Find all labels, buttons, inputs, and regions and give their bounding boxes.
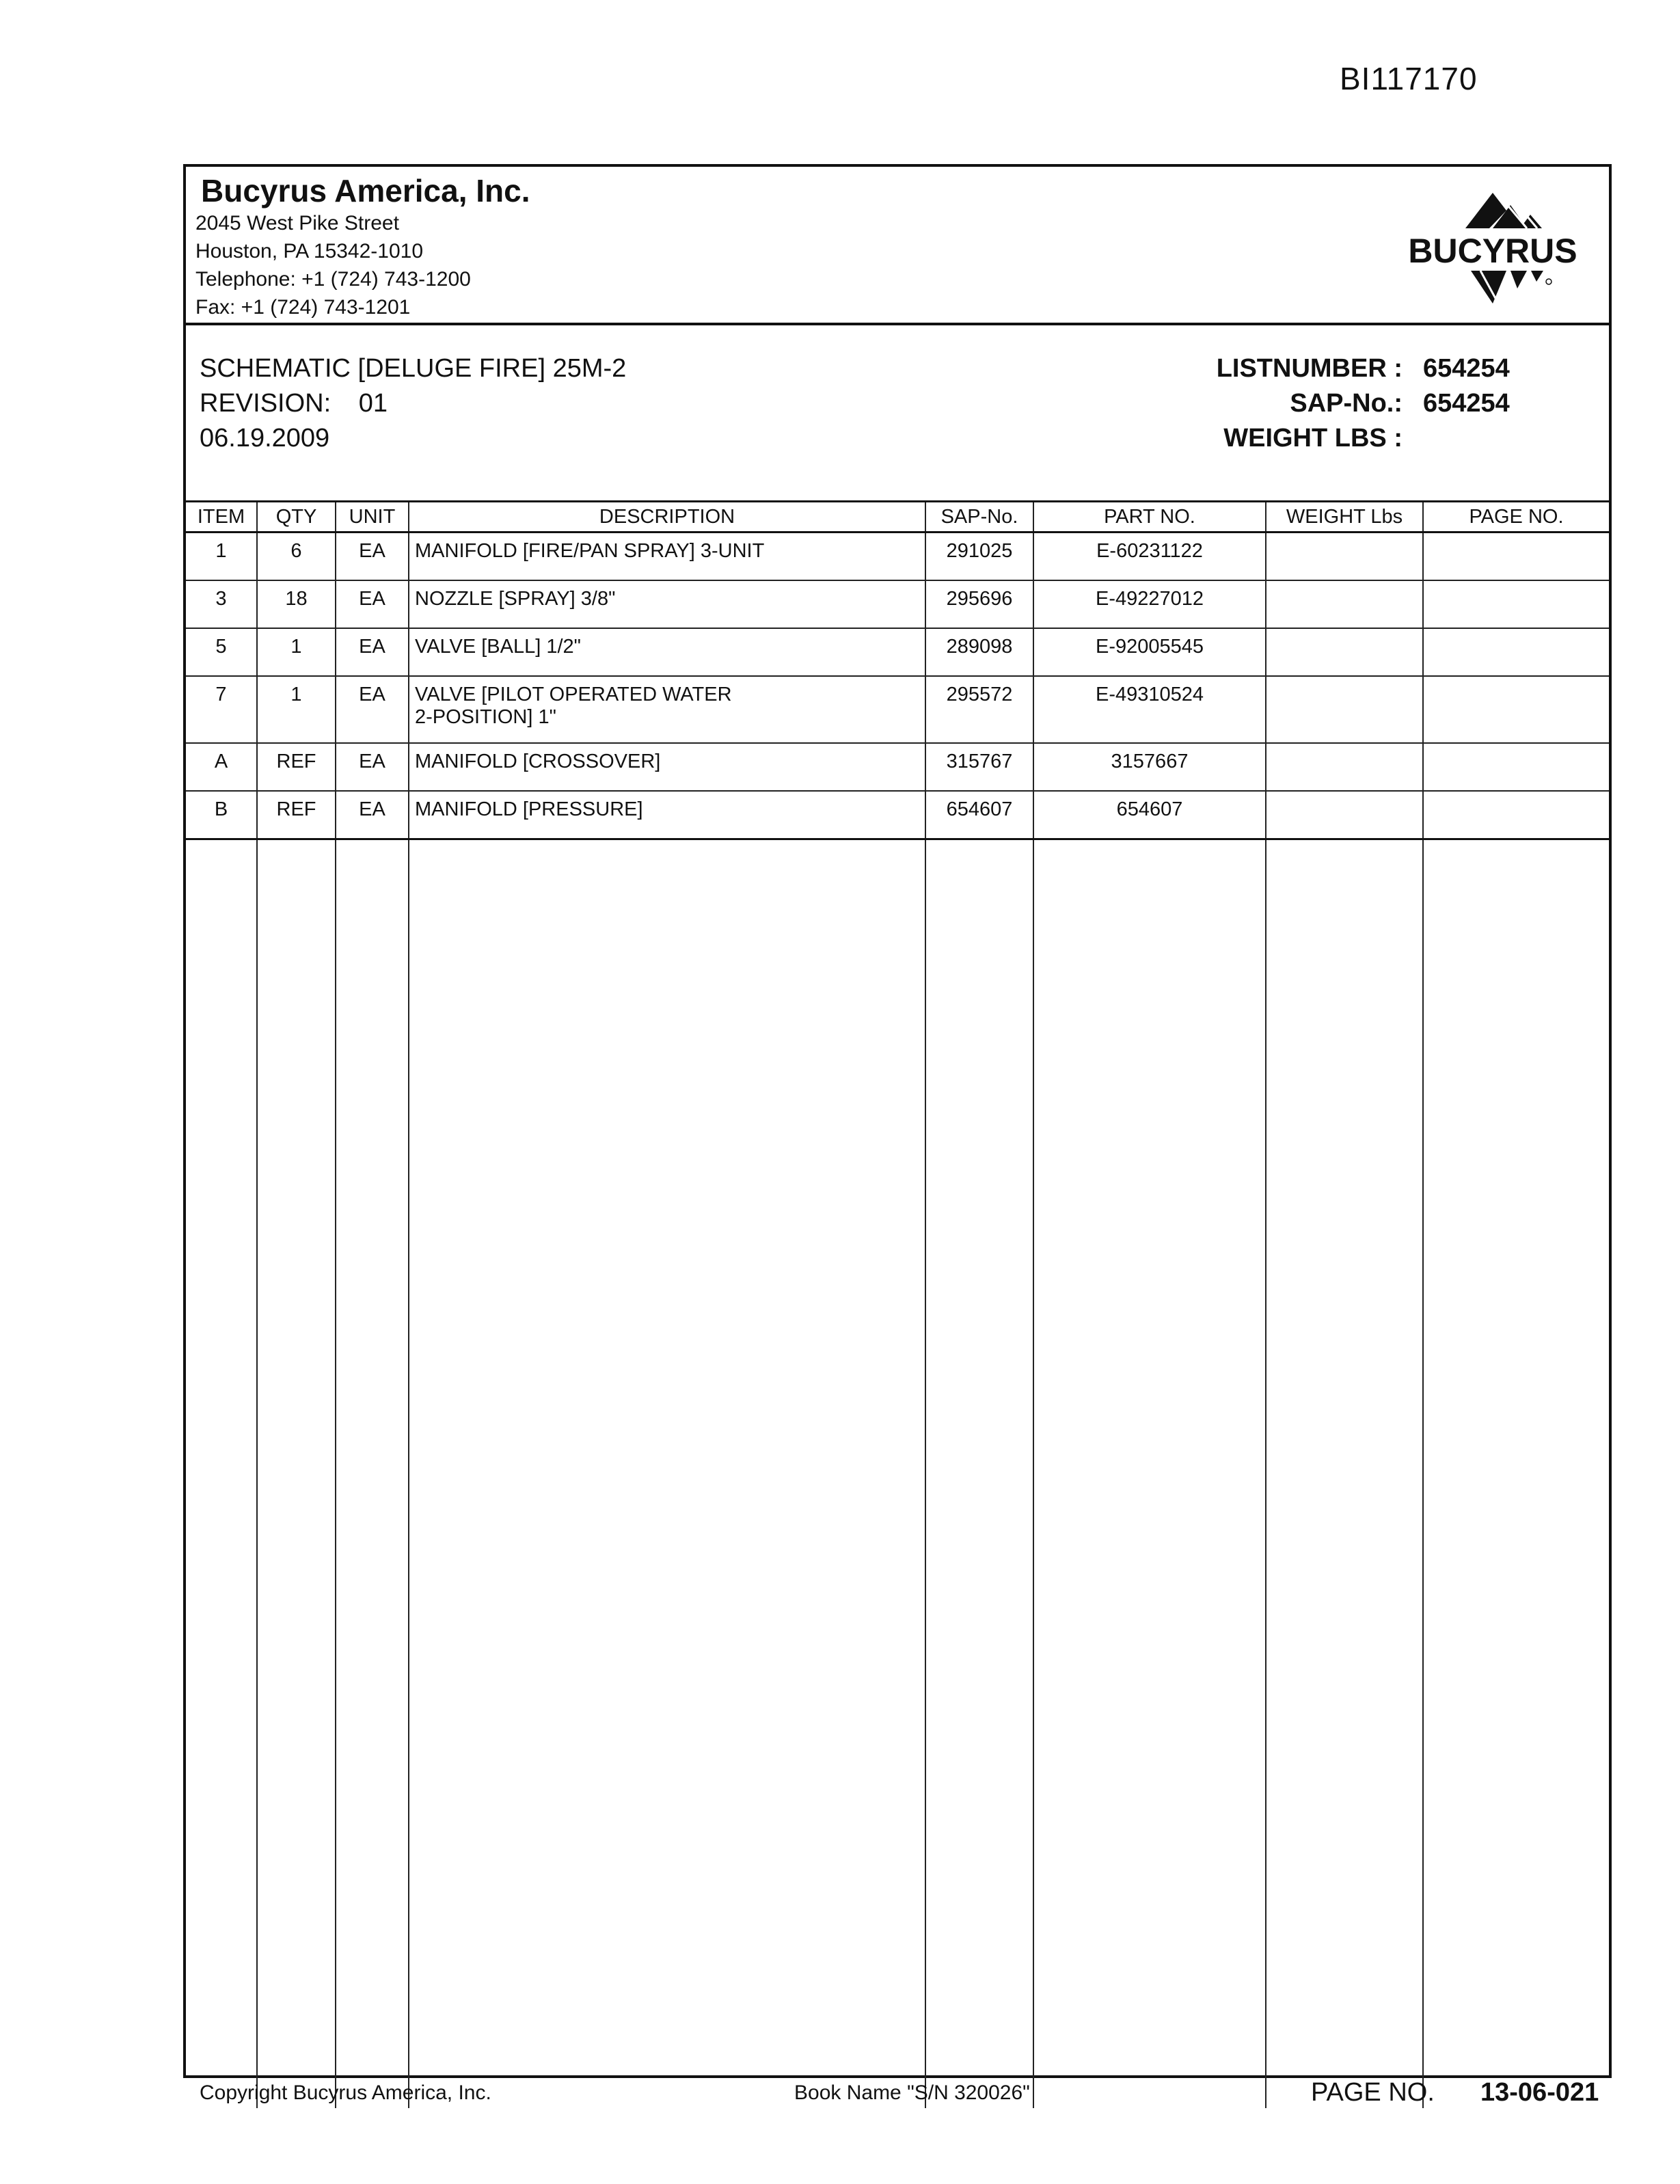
cell-unit: EA xyxy=(336,580,409,628)
title-block xyxy=(186,323,1609,494)
cell-weight xyxy=(1266,791,1423,839)
schematic-title: SCHEMATIC [DELUGE FIRE] 25M-2 xyxy=(200,354,627,383)
cell-page-no xyxy=(1423,676,1609,743)
table-row xyxy=(186,676,1609,743)
title-block-right xyxy=(1170,351,1510,456)
cell-description: MANIFOLD [CROSSOVER] xyxy=(409,743,925,791)
cell-unit: EA xyxy=(336,532,409,581)
empty-cell xyxy=(257,839,336,2109)
description-line-1: VALVE [PILOT OPERATED WATER xyxy=(415,684,732,705)
empty-cell xyxy=(925,839,1033,2109)
document-id: BI117170 xyxy=(1340,61,1478,96)
cell-part-no: E-49227012 xyxy=(1033,580,1266,628)
cell-unit: EA xyxy=(336,676,409,743)
revision-label: REVISION: xyxy=(200,389,331,418)
company-telephone: Telephone: +1 (724) 743-1200 xyxy=(195,268,471,291)
document-frame xyxy=(183,164,1612,2078)
company-city: Houston, PA 15342-1010 xyxy=(195,240,424,262)
cell-sap-no: 654607 xyxy=(925,791,1033,839)
cell-qty: 1 xyxy=(257,676,336,743)
parts-table xyxy=(186,500,1609,2108)
company-fax: Fax: +1 (724) 743-1201 xyxy=(195,296,411,319)
footer-page-label: PAGE NO. xyxy=(1311,2078,1435,2107)
cell-page-no xyxy=(1423,791,1609,839)
header-weight: WEIGHT Lbs xyxy=(1266,502,1423,532)
cell-qty: 6 xyxy=(257,532,336,581)
revision xyxy=(200,386,626,421)
company-street: 2045 West Pike Street xyxy=(195,212,399,234)
cell-page-no xyxy=(1423,532,1609,581)
cell-unit: EA xyxy=(336,743,409,791)
empty-cell xyxy=(1266,839,1423,2109)
table-row xyxy=(186,791,1609,839)
table-row xyxy=(186,628,1609,676)
cell-description: MANIFOLD [PRESSURE] xyxy=(409,791,925,839)
header-page-no: PAGE NO. xyxy=(1423,502,1609,532)
empty-cell xyxy=(186,839,257,2109)
empty-cell xyxy=(336,839,409,2109)
cell-item: 5 xyxy=(186,628,257,676)
header-qty: QTY xyxy=(257,502,336,532)
description-line-2: 2-POSITION] 1" xyxy=(415,706,556,728)
cell-sap-no: 295572 xyxy=(925,676,1033,743)
listnumber-row xyxy=(1170,351,1510,386)
cell-item: A xyxy=(186,743,257,791)
weight-label: WEIGHT LBS : xyxy=(1223,424,1403,453)
header-sap-no: SAP-No. xyxy=(925,502,1033,532)
sap-row xyxy=(1170,386,1510,421)
footer-book-name: Book Name "S/N 320026" xyxy=(794,2081,1030,2104)
cell-part-no: E-92005545 xyxy=(1033,628,1266,676)
title-block-left xyxy=(200,351,626,456)
sap-value: 654254 xyxy=(1423,389,1510,418)
cell-weight xyxy=(1266,743,1423,791)
cell-item: 7 xyxy=(186,676,257,743)
cell-part-no: 3157667 xyxy=(1033,743,1266,791)
company-header xyxy=(186,167,1609,325)
cell-qty: 1 xyxy=(257,628,336,676)
cell-page-no xyxy=(1423,628,1609,676)
table-row xyxy=(186,743,1609,791)
empty-table-area xyxy=(186,839,1609,2109)
cell-unit: EA xyxy=(336,628,409,676)
cell-qty: REF xyxy=(257,791,336,839)
cell-unit: EA xyxy=(336,791,409,839)
cell-item: B xyxy=(186,791,257,839)
weight-row xyxy=(1170,421,1510,456)
cell-weight xyxy=(1266,676,1423,743)
cell-weight xyxy=(1266,532,1423,581)
empty-cell xyxy=(1033,839,1266,2109)
company-name: Bucyrus America, Inc. xyxy=(201,173,530,208)
cell-page-no xyxy=(1423,743,1609,791)
cell-description: MANIFOLD [FIRE/PAN SPRAY] 3-UNIT xyxy=(409,532,925,581)
revision-value: 01 xyxy=(358,389,388,418)
cell-qty: 18 xyxy=(257,580,336,628)
table-row xyxy=(186,580,1609,628)
cell-sap-no: 295696 xyxy=(925,580,1033,628)
cell-page-no xyxy=(1423,580,1609,628)
header-part-no: PART NO. xyxy=(1033,502,1266,532)
cell-sap-no: 315767 xyxy=(925,743,1033,791)
cell-part-no: 654607 xyxy=(1033,791,1266,839)
listnumber-value: 654254 xyxy=(1423,354,1510,383)
cell-description: VALVE [BALL] 1/2" xyxy=(409,628,925,676)
cell-description: NOZZLE [SPRAY] 3/8" xyxy=(409,580,925,628)
cell-description xyxy=(409,676,925,743)
cell-qty: REF xyxy=(257,743,336,791)
cell-part-no: E-60231122 xyxy=(1033,532,1266,581)
header-unit: UNIT xyxy=(336,502,409,532)
table-row xyxy=(186,532,1609,581)
cell-weight xyxy=(1266,628,1423,676)
header-item: ITEM xyxy=(186,502,257,532)
footer-copyright: Copyright Bucyrus America, Inc. xyxy=(200,2081,491,2104)
empty-cell xyxy=(409,839,925,2109)
logo-text: BUCYRUS xyxy=(1408,232,1577,270)
cell-item: 1 xyxy=(186,532,257,581)
table-header-row xyxy=(186,502,1609,532)
footer-page-number: 13-06-021 xyxy=(1480,2078,1599,2107)
header-description: DESCRIPTION xyxy=(409,502,925,532)
cell-part-no: E-49310524 xyxy=(1033,676,1266,743)
bucyrus-logo xyxy=(1390,186,1595,309)
cell-sap-no: 289098 xyxy=(925,628,1033,676)
document-date: 06.19.2009 xyxy=(200,424,330,453)
cell-sap-no: 291025 xyxy=(925,532,1033,581)
listnumber-label: LISTNUMBER : xyxy=(1216,354,1403,383)
sap-label: SAP-No.: xyxy=(1290,389,1403,418)
empty-cell xyxy=(1423,839,1609,2109)
cell-item: 3 xyxy=(186,580,257,628)
cell-weight xyxy=(1266,580,1423,628)
